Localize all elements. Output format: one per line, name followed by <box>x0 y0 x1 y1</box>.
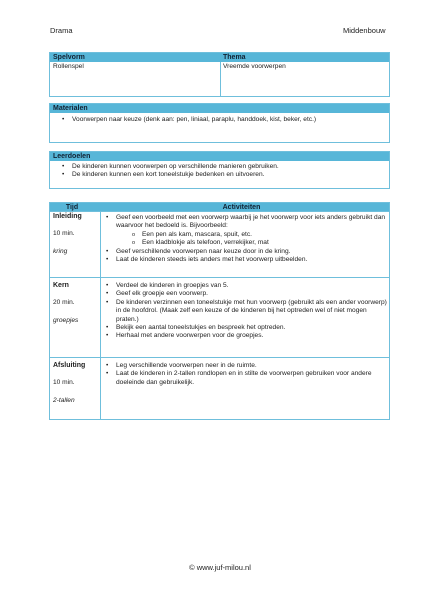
kern-setting: groepjes <box>53 316 79 324</box>
leerdoelen-list <box>50 163 389 180</box>
leerdoel-item: • De kinderen kunnen een kort toneelstukje bedenken en uitvoeren. <box>72 171 389 179</box>
spelvorm-thema-box <box>49 52 390 97</box>
thema-cell <box>220 53 389 96</box>
afsluiting-title: Afsluiting <box>53 362 86 369</box>
materialen-box <box>49 103 390 143</box>
kern-item: • De kinderen verzinnen een toneelstukje met hun voorwerp (gebruikt als een ander voorwerp) in de hoofdrol. (Maak zelf een keuze of de kinderen bij het optreden wel of niet mogen praten.) <box>116 299 389 324</box>
leerdoelen-box <box>49 151 390 189</box>
inleiding-item <box>116 214 389 248</box>
kern-title: Kern <box>53 282 69 289</box>
inleiding-list <box>94 214 389 264</box>
kern-activities <box>94 278 389 341</box>
header-subject: Drama <box>50 26 73 35</box>
inleiding-item: • Geef verschillende voorwerpen naar keuze door in de kring. <box>116 248 389 256</box>
kern-item: • Geef elk groepje een voorwerp. <box>116 290 389 298</box>
spelvorm-label: Spelvorm <box>53 54 85 61</box>
afsluiting-setting: 2-tallen <box>53 396 75 404</box>
inleiding-sublist <box>116 231 389 248</box>
kern-item: • Herhaal met andere voorwerpen voor de groepjes. <box>116 332 389 340</box>
spelvorm-value: Rollenspel <box>53 63 84 70</box>
col-tijd-label: Tijd <box>65 204 79 211</box>
spelvorm-cell <box>50 53 221 96</box>
inleiding-item-text: Geef een voorbeeld met een voorwerp waarbij je het voorwerp voor iets anders gebruikt dan waarvoor het bedoeld is. Bijvoorbeeld: <box>116 214 386 230</box>
kern-item: • Verdeel de kinderen in groepjes van 5. <box>116 282 389 290</box>
schedule-header <box>49 202 390 211</box>
afsluiting-duration: 10 min. <box>53 379 75 387</box>
inleiding-activities <box>94 212 389 264</box>
thema-label: Thema <box>223 54 246 61</box>
inleiding-item: • Laat de kinderen steeds iets anders met het voorwerp uitbeelden. <box>116 256 389 264</box>
materialen-item: • Voorwerpen naar keuze (denk aan: pen, liniaal, paraplu, handdoek, kist, beker, etc.) <box>72 116 389 124</box>
afsluiting-row <box>49 358 390 420</box>
kern-row <box>49 278 390 358</box>
thema-value: Vreemde voorwerpen <box>223 63 286 70</box>
materialen-label: Materialen <box>53 105 88 112</box>
header-grade: Middenbouw <box>343 26 386 35</box>
inleiding-subitem: o Een pen als kam, mascara, spuit, etc. <box>142 231 389 239</box>
afsluiting-list <box>94 362 389 387</box>
leerdoel-item: • De kinderen kunnen voorwerpen op verschillende manieren gebruiken. <box>72 163 389 171</box>
col-activiteiten-label: Activiteiten <box>222 204 261 211</box>
footer-copyright: © www.juf-milou.nl <box>189 563 251 572</box>
inleiding-subitem: o Een kladblokje als telefoon, verrekijker, mat <box>142 239 389 247</box>
inleiding-title: Inleiding <box>53 213 82 220</box>
inleiding-row <box>49 211 390 278</box>
inleiding-setting: kring <box>53 247 68 255</box>
kern-list <box>94 282 389 341</box>
inleiding-duration: 10 min. <box>53 230 75 238</box>
kern-item: • Bekijk een aantal toneelstukjes en bespreek het optreden. <box>116 324 389 332</box>
leerdoelen-label: Leerdoelen <box>53 153 91 160</box>
kern-duration: 20 min. <box>53 299 75 307</box>
materialen-list <box>50 116 389 124</box>
afsluiting-item: • Leg verschillende voorwerpen neer in de ruimte. <box>116 362 389 370</box>
afsluiting-item: • Laat de kinderen in 2-tallen rondlopen en in stilte de voorwerpen gebruiken voor andere doeleinde dan gebruikelijk. <box>116 370 389 387</box>
afsluiting-activities <box>94 358 389 387</box>
